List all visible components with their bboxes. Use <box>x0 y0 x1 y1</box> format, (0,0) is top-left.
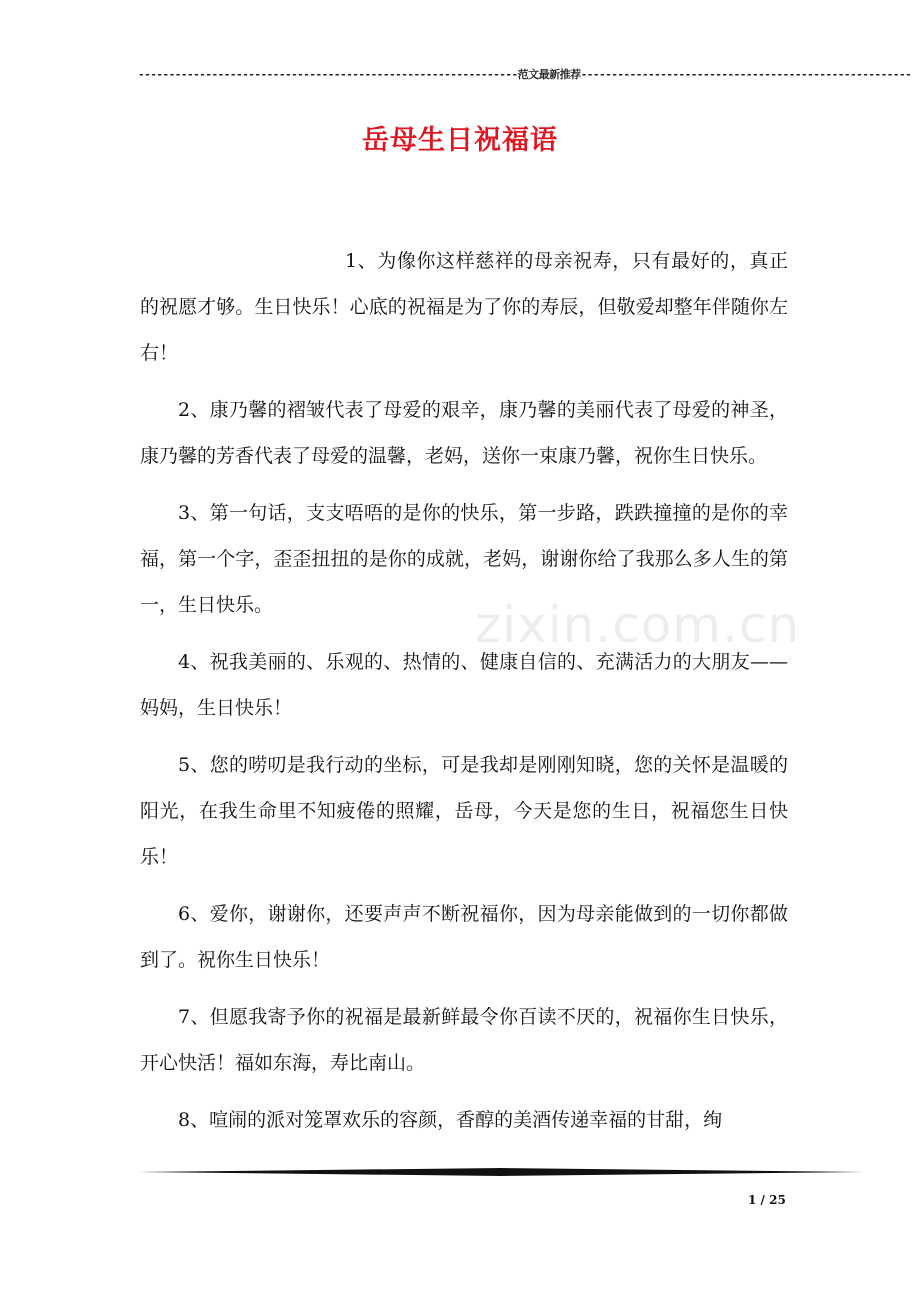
paragraph-7: 7、但愿我寄予你的祝福是最新鲜最令你百读不厌的，祝福你生日快乐，开心快活！福如东海，寿比南山。 <box>140 1006 788 1074</box>
header-rule: --------------------------------------------------------------范文最新推荐------------------------------------------------------ <box>138 68 912 81</box>
watermark: zixin.com.cn <box>475 596 801 654</box>
page-number: 1 / 25 <box>748 1193 786 1207</box>
document-body <box>140 238 788 1154</box>
paragraph-3: 3、第一句话，支支唔唔的是你的快乐，第一步路，跌跌撞撞的是你的幸福，第一个字，歪歪扭扭的是你的成就，老妈，谢谢你给了我那么多人生的第一，生日快乐。 <box>140 502 788 616</box>
paragraph-4: 4、祝我美丽的、乐观的、热情的、健康自信的、充满活力的大朋友——妈妈，生日快乐！ <box>140 651 788 719</box>
paragraph-2: 2、康乃馨的褶皱代表了母爱的艰辛，康乃馨的美丽代表了母爱的神圣，康乃馨的芳香代表了母爱的温馨，老妈，送你一束康乃馨，祝你生日快乐。 <box>140 399 788 467</box>
footer-divider <box>138 1168 864 1176</box>
paragraph-8: 8、喧闹的派对笼罩欢乐的容颜，香醇的美酒传递幸福的甘甜，绚 <box>178 1109 723 1131</box>
paragraph-1: 1、为像你这样慈祥的母亲祝寿，只有最好的，真正的祝愿才够。生日快乐！心底的祝福是为了你的寿辰，但敬爱却整年伴随你左右！ <box>140 250 788 364</box>
paragraph-6: 6、爱你，谢谢你，还要声声不断祝福你，因为母亲能做到的一切你都做到了。祝你生日快乐！ <box>140 903 788 971</box>
page-title: 岳母生日祝福语 <box>362 125 558 156</box>
paragraph-5: 5、您的唠叨是我行动的坐标，可是我却是刚刚知晓，您的关怀是温暖的阳光，在我生命里不知疲倦的照耀，岳母，今天是您的生日，祝福您生日快乐！ <box>140 754 788 868</box>
